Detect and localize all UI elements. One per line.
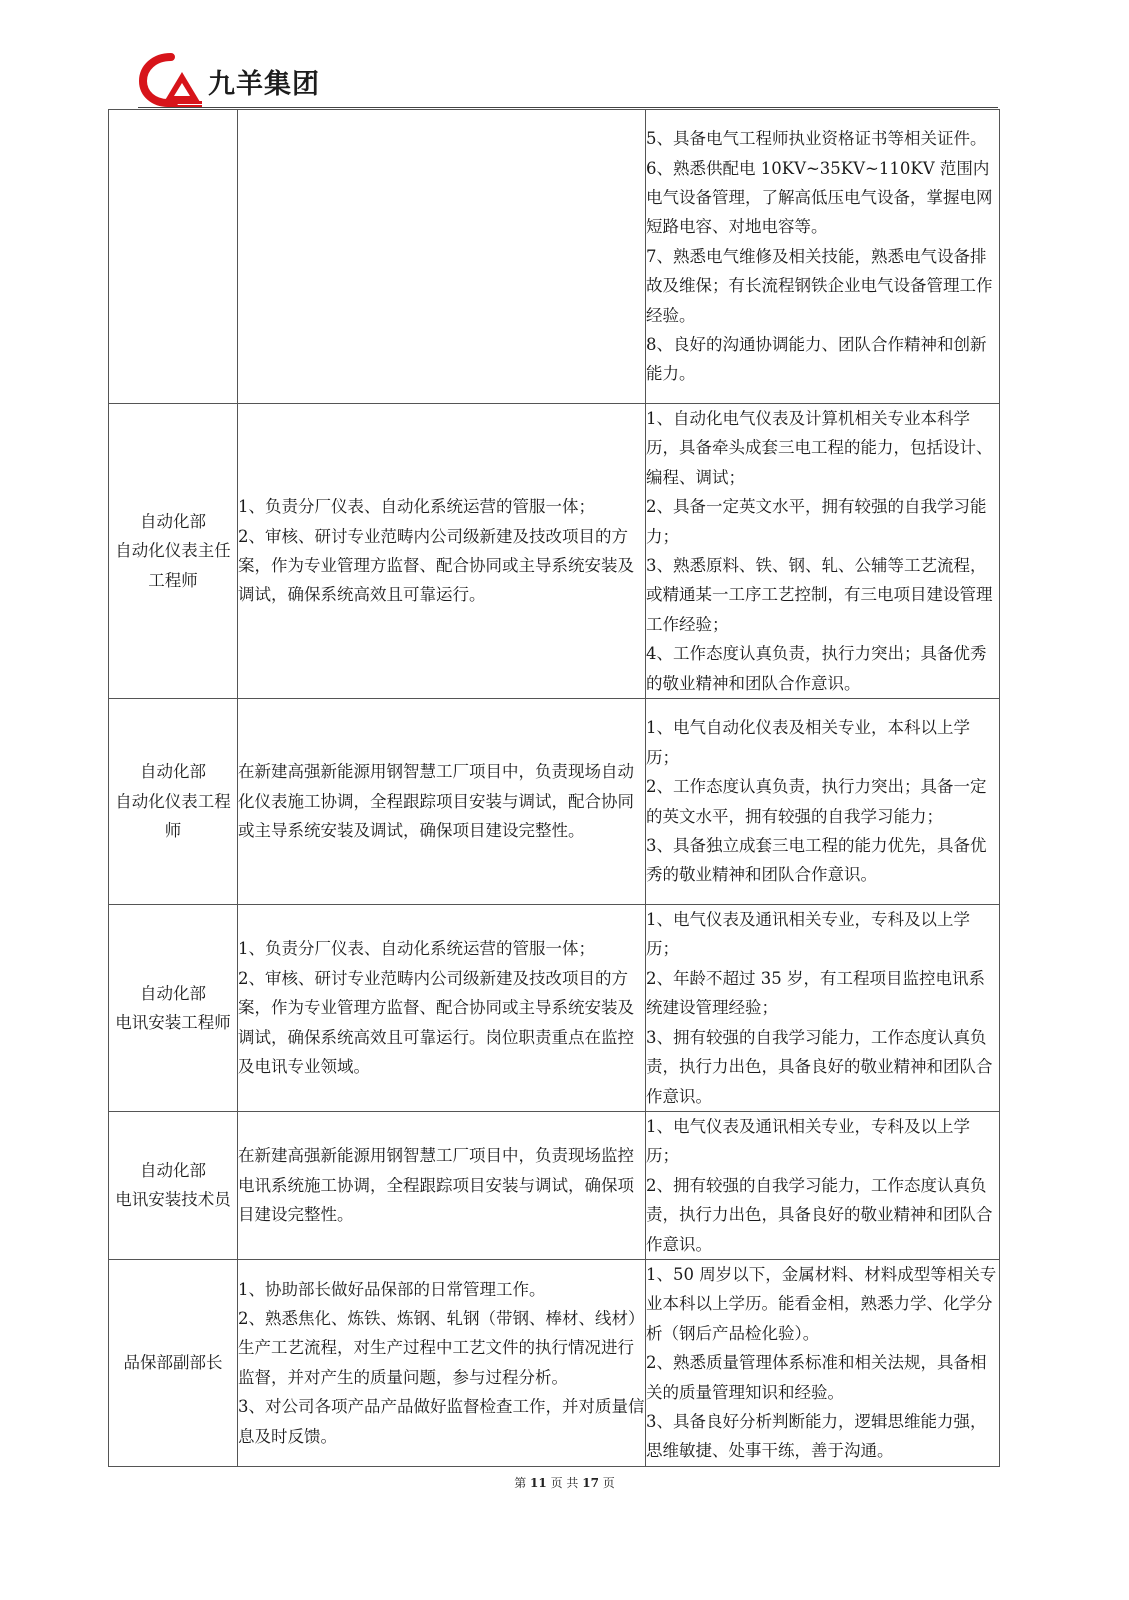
duty-item: 在新建高强新能源用钢智慧工厂项目中，负责现场监控电讯系统施工协调，全程跟踪项目安装与调试，确保项目建设完整性。 (238, 1146, 634, 1225)
requirement-item: 2、熟悉质量管理体系标准和相关法规，具备相关的质量管理知识和经验。 (646, 1353, 987, 1402)
requirement-item: 3、拥有较强的自我学习能力，工作态度认真负责，执行力出色，具备良好的敬业精神和团队合作意识。 (646, 1027, 993, 1106)
total-page-count: 17 (582, 1476, 599, 1490)
requirement-item: 2、工作态度认真负责，执行力突出；具备一定的英文水平，拥有较强的自我学习能力； (646, 777, 987, 826)
requirement-item: 1、自动化电气仪表及计算机相关专业本科学历，具备牵头成套三电工程的能力，包括设计、编程、调试； (646, 409, 993, 487)
job-duty-cell (238, 1111, 646, 1259)
job-title-cell (109, 1259, 238, 1466)
job-table (108, 109, 1000, 1467)
job-duty-cell (238, 905, 646, 1112)
header-rule (138, 107, 998, 108)
duty-item: 1、负责分厂仪表、自动化系统运营的管服一体； (238, 939, 595, 959)
department-label: 自动化部 (140, 983, 206, 1003)
job-duty-cell (238, 699, 646, 905)
job-title-cell (109, 905, 238, 1112)
duty-item: 在新建高强新能源用钢智慧工厂项目中，负责现场自动化仪表施工协调，全程跟踪项目安装与调试，配合协同或主导系统安装及调试，确保项目建设完整性。 (238, 762, 634, 841)
requirement-item: 2、具备一定英文水平，拥有较强的自我学习能力； (646, 497, 987, 546)
department-label: 自动化部 (140, 511, 206, 531)
position-label: 自动化仪表主任工程师 (115, 541, 231, 590)
requirement-item: 3、具备独立成套三电工程的能力优先，具备优秀的敬业精神和团队合作意识。 (646, 835, 987, 885)
table-row (109, 905, 1000, 1112)
department-label: 自动化部 (140, 762, 206, 782)
duty-item: 3、对公司各项产品产品做好监督检查工作，并对质量信息及时反馈。 (238, 1397, 645, 1446)
department-label: 自动化部 (140, 1161, 206, 1181)
footer-prefix: 第 (514, 1476, 527, 1490)
requirement-item: 1、电气仪表及通讯相关专业，专科及以上学历； (646, 910, 970, 959)
requirement-item: 1、电气仪表及通讯相关专业，专科及以上学历； (646, 1116, 970, 1166)
job-duty-cell (238, 404, 646, 699)
table-row (109, 110, 1000, 404)
company-name: 九羊集团 (208, 69, 320, 100)
requirement-item: 1、50 周岁以下，金属材料、材料成型等相关专业本科以上学历。能看金相，熟悉力学、化学分析（钢后产品检化验）。 (646, 1264, 997, 1343)
duty-item: 2、熟悉焦化、炼铁、炼钢、轧钢（带钢、棒材、线材）生产工艺流程，对生产过程中工艺文件的执行情况进行监督，并对产生的质量问题，参与过程分析。 (238, 1309, 645, 1387)
table-row (109, 404, 1000, 699)
job-requirement-cell (646, 699, 1000, 905)
position-label: 品保部副部长 (123, 1353, 223, 1373)
position-label: 自动化仪表工程师 (115, 791, 231, 841)
page-footer (0, 1474, 1129, 1491)
job-requirement-cell (646, 905, 1000, 1112)
requirement-item: 7、熟悉电气维修及相关技能，熟悉电气设备排故及维保；有长流程钢铁企业电气设备管理工作经验。 (646, 246, 993, 325)
requirement-item: 2、年龄不超过 35 岁，有工程项目监控电讯系统建设管理经验； (646, 968, 985, 1018)
company-logo-icon (138, 52, 204, 108)
requirement-item: 4、工作态度认真负责，执行力突出；具备优秀的敬业精神和团队合作意识。 (646, 644, 987, 693)
duty-item: 2、审核、研讨专业范畴内公司级新建及技改项目的方案，作为专业管理方监督、配合协同或主导系统安装及调试，确保系统高效且可靠运行。岗位职责重点在监控及电讯专业领域。 (238, 968, 634, 1077)
job-duty-cell (238, 1259, 646, 1466)
table-row (109, 699, 1000, 905)
requirement-item: 5、具备电气工程师执业资格证书等相关证件。 (646, 129, 987, 149)
current-page-number: 11 (530, 1476, 547, 1490)
requirement-item: 3、具备良好分析判断能力，逻辑思维能力强，思维敏捷、处事干练，善于沟通。 (646, 1411, 987, 1461)
duty-item: 1、协助部长做好品保部的日常管理工作。 (238, 1279, 546, 1299)
job-title-cell (109, 110, 238, 404)
footer-middle: 页 共 (550, 1476, 579, 1490)
position-label: 电讯安装工程师 (115, 1012, 231, 1032)
table-row (109, 1259, 1000, 1466)
job-requirement-cell (646, 1259, 1000, 1466)
table-row (109, 1111, 1000, 1259)
position-label: 电讯安装技术员 (115, 1190, 231, 1210)
job-requirement-cell (646, 110, 1000, 404)
duty-item: 2、审核、研讨专业范畴内公司级新建及技改项目的方案，作为专业管理方监督、配合协同或主导系统安装及调试，确保系统高效且可靠运行。 (238, 526, 634, 605)
job-requirement-cell (646, 1111, 1000, 1259)
footer-suffix: 页 (602, 1476, 615, 1490)
job-title-cell (109, 1111, 238, 1259)
page-header (138, 52, 998, 108)
job-requirement-cell (646, 404, 1000, 699)
requirement-item: 8、良好的沟通协调能力、团队合作精神和创新能力。 (646, 335, 987, 384)
requirement-item: 6、熟悉供配电 10KV~35KV~110KV 范围内电气设备管理，了解高低压电气设备，掌握电网短路电容、对地电容等。 (646, 158, 993, 237)
job-duty-cell (238, 110, 646, 404)
job-title-cell (109, 404, 238, 699)
job-title-cell (109, 699, 238, 905)
requirement-item: 1、电气自动化仪表及相关专业，本科以上学历； (646, 718, 970, 767)
requirement-item: 3、熟悉原料、铁、钢、轧、公辅等工艺流程，或精通某一工序工艺控制，有三电项目建设管理工作经验； (646, 556, 993, 634)
duty-item: 1、负责分厂仪表、自动化系统运营的管服一体； (238, 497, 595, 517)
requirement-item: 2、拥有较强的自我学习能力，工作态度认真负责，执行力出色，具备良好的敬业精神和团队合作意识。 (646, 1175, 993, 1254)
